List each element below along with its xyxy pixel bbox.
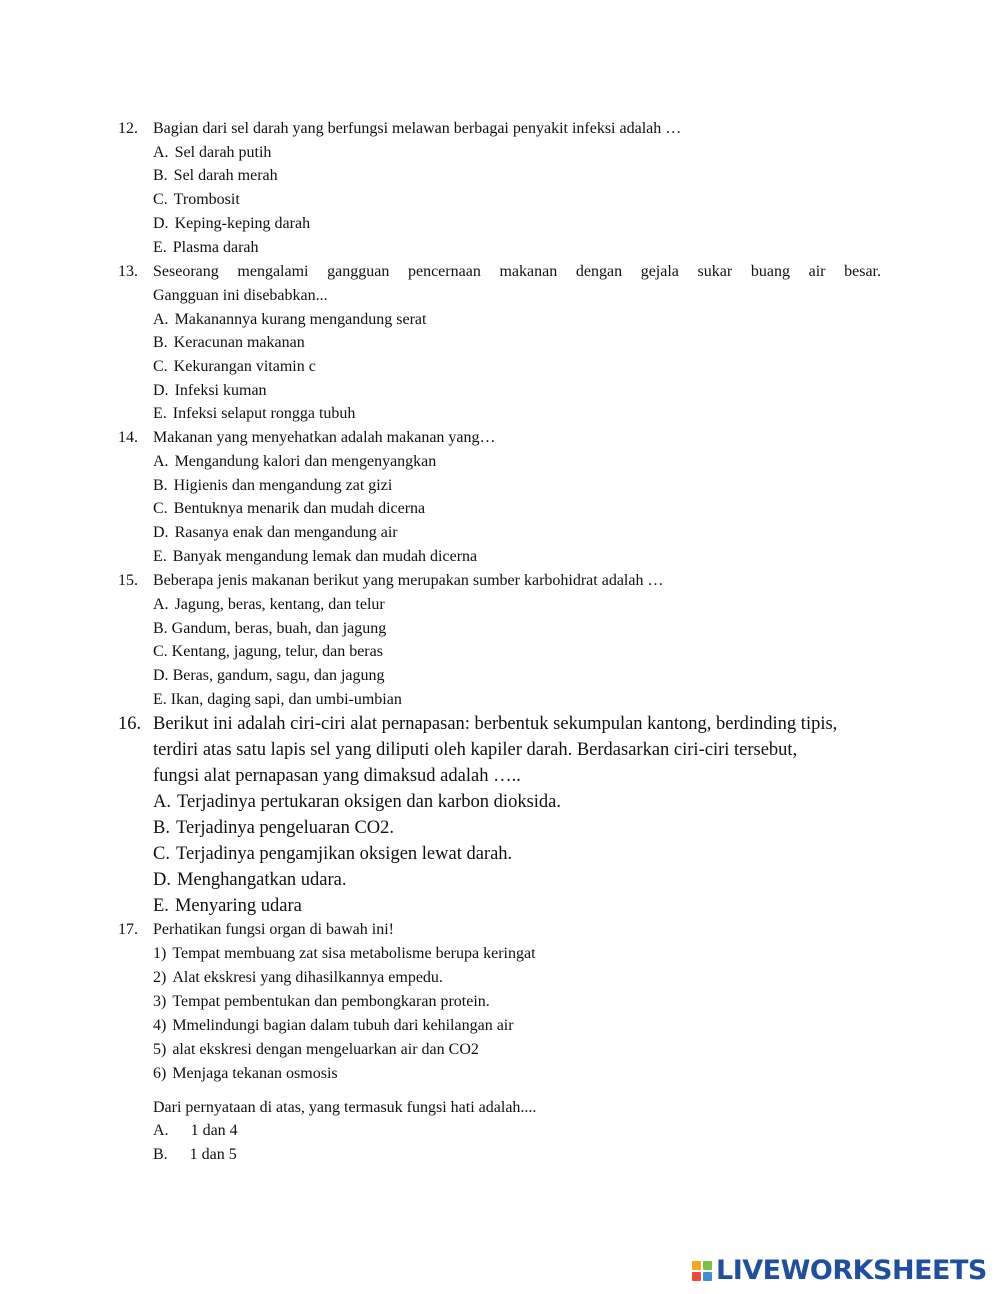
- option-letter: B.: [153, 477, 168, 494]
- q13-option-c[interactable]: [153, 357, 316, 377]
- q17-statement-3: [153, 992, 490, 1012]
- option-letter: C.: [153, 500, 168, 517]
- option-text: Makanannya kurang mengandung serat: [174, 311, 427, 328]
- q13-option-e[interactable]: [153, 404, 355, 424]
- q12-option-d[interactable]: [153, 214, 310, 234]
- option-letter: B.: [153, 620, 168, 637]
- q15-option-b[interactable]: [153, 619, 386, 639]
- q12-option-a[interactable]: [153, 143, 271, 163]
- liveworksheets-logo[interactable]: [692, 1254, 987, 1288]
- option-letter: C.: [153, 358, 168, 375]
- statement-number: 1): [153, 945, 167, 962]
- statement-number: 5): [153, 1041, 167, 1058]
- statement-text: Alat ekskresi yang dihasilkannya empedu.: [172, 969, 443, 986]
- option-letter: A.: [153, 144, 169, 161]
- statement-text: Menjaga tekanan osmosis: [172, 1065, 338, 1082]
- option-letter: B.: [153, 818, 170, 838]
- question-15-number: 15.: [118, 572, 138, 589]
- option-letter: B.: [153, 334, 168, 351]
- question-16-text-line3: fungsi alat pernapasan yang dimaksud adalah …..: [153, 766, 521, 786]
- option-text: Menghangatkan udara.: [177, 870, 347, 890]
- statement-number: 2): [153, 969, 167, 986]
- option-letter: D.: [153, 667, 169, 684]
- statement-number: 3): [153, 993, 167, 1010]
- q14-option-e[interactable]: [153, 547, 477, 567]
- option-text: Keping-keping darah: [174, 215, 311, 232]
- option-letter: E.: [153, 239, 167, 256]
- option-text: Terjadinya pengeluaran CO2.: [175, 818, 395, 838]
- option-letter: D.: [153, 215, 169, 232]
- option-letter: D.: [153, 870, 171, 890]
- option-letter: A.: [153, 453, 169, 470]
- q16-option-b[interactable]: [153, 816, 394, 840]
- q15-option-c[interactable]: [153, 642, 383, 662]
- question-12-number: 12.: [118, 120, 138, 137]
- question-13-text-line2: Gangguan ini disebabkan...: [153, 287, 328, 304]
- statement-text: Tempat membuang zat sisa metabolisme berupa keringat: [172, 945, 536, 962]
- logo-square-e: [703, 1272, 712, 1281]
- option-text: Kentang, jagung, telur, dan beras: [171, 643, 383, 660]
- question-17-number: 17.: [118, 921, 138, 938]
- q15-option-a[interactable]: [153, 595, 385, 615]
- option-letter: A.: [153, 792, 171, 812]
- q12-option-e[interactable]: [153, 238, 259, 258]
- question-14-number: 14.: [118, 429, 138, 446]
- question-14-text: Makanan yang menyehatkan adalah makanan yang…: [153, 429, 496, 446]
- q14-option-c[interactable]: [153, 499, 425, 519]
- q13-option-a[interactable]: [153, 310, 426, 330]
- logo-square-l: [692, 1261, 701, 1270]
- option-text: 1 dan 5: [189, 1146, 237, 1163]
- q17-statement-5: [153, 1040, 479, 1060]
- option-text: Rasanya enak dan mengandung air: [174, 524, 398, 541]
- option-letter: A.: [153, 596, 169, 613]
- question-17-prompt: Dari pernyataan di atas, yang termasuk fungsi hati adalah....: [153, 1099, 537, 1116]
- option-letter: C.: [153, 844, 170, 864]
- question-16-number: 16.: [118, 714, 142, 734]
- option-letter: E.: [153, 691, 167, 708]
- option-text: Beras, gandum, sagu, dan jagung: [172, 667, 385, 684]
- option-text: Sel darah putih: [174, 144, 272, 161]
- option-text: Gandum, beras, buah, dan jagung: [171, 620, 387, 637]
- question-13-number: 13.: [118, 263, 138, 280]
- q13-option-d[interactable]: [153, 381, 267, 401]
- q14-option-d[interactable]: [153, 523, 398, 543]
- q17-statement-6: [153, 1064, 338, 1084]
- option-letter: C.: [153, 643, 168, 660]
- statement-text: alat ekskresi dengan mengeluarkan air dan CO2: [172, 1041, 479, 1058]
- option-text: Banyak mengandung lemak dan mudah dicerna: [172, 548, 478, 565]
- logo-mark-icon: [692, 1261, 712, 1281]
- logo-text: LIVEWORKSHEETS: [716, 1255, 987, 1286]
- statement-number: 6): [153, 1065, 167, 1082]
- option-letter: A.: [153, 311, 169, 328]
- option-text: Sel darah merah: [173, 167, 278, 184]
- option-letter: D.: [153, 524, 169, 541]
- q17-statement-2: [153, 968, 443, 988]
- statement-number: 4): [153, 1017, 167, 1034]
- option-text: Menyaring udara: [174, 896, 302, 916]
- q17-option-b[interactable]: [153, 1145, 237, 1165]
- question-12-text: Bagian dari sel darah yang berfungsi melawan berbagai penyakit infeksi adalah …: [153, 120, 682, 137]
- q14-option-b[interactable]: [153, 476, 392, 496]
- option-text: Terjadinya pertukaran oksigen dan karbon dioksida.: [177, 792, 562, 812]
- q16-option-e[interactable]: [153, 894, 302, 918]
- q12-option-c[interactable]: [153, 190, 240, 210]
- option-text: Mengandung kalori dan mengenyangkan: [174, 453, 437, 470]
- option-text: Infeksi selaput rongga tubuh: [172, 405, 356, 422]
- option-letter: C.: [153, 191, 168, 208]
- question-17-text: Perhatikan fungsi organ di bawah ini!: [153, 921, 394, 938]
- statement-text: Mmelindungi bagian dalam tubuh dari kehilangan air: [172, 1017, 514, 1034]
- q14-option-a[interactable]: [153, 452, 436, 472]
- option-letter: A.: [153, 1122, 169, 1139]
- q15-option-d[interactable]: [153, 666, 385, 686]
- option-letter: E.: [153, 896, 169, 916]
- option-letter: E.: [153, 548, 167, 565]
- question-16-text-line1: Berikut ini adalah ciri-ciri alat pernapasan: berbentuk sekumpulan kantong, berdinding tipis,: [153, 714, 838, 734]
- logo-square-v: [692, 1272, 701, 1281]
- q16-option-a[interactable]: [153, 790, 561, 814]
- option-text: Higienis dan mengandung zat gizi: [173, 477, 393, 494]
- q16-option-d[interactable]: [153, 868, 347, 892]
- option-text: Kekurangan vitamin c: [173, 358, 316, 375]
- question-16-text-line2: terdiri atas satu lapis sel yang diliputi oleh kapiler darah. Berdasarkan ciri-ciri tersebut,: [153, 740, 798, 760]
- question-13-text-line1: Seseorang mengalami gangguan pencernaan makanan dengan gejala sukar buang air besar.: [153, 263, 881, 280]
- option-text: Infeksi kuman: [174, 382, 267, 399]
- question-15-text: Beberapa jenis makanan berikut yang merupakan sumber karbohidrat adalah …: [153, 572, 664, 589]
- q12-option-b[interactable]: [153, 166, 278, 186]
- option-text: Jagung, beras, kentang, dan telur: [174, 596, 385, 613]
- q17-statement-4: [153, 1016, 514, 1036]
- logo-square-i: [703, 1261, 712, 1270]
- option-letter: D.: [153, 382, 169, 399]
- option-letter: B.: [153, 167, 168, 184]
- statement-text: Tempat pembentukan dan pembongkaran protein.: [172, 993, 490, 1010]
- q16-option-c[interactable]: [153, 842, 512, 866]
- option-text: 1 dan 4: [190, 1122, 238, 1139]
- option-letter: B.: [153, 1146, 168, 1163]
- option-text: Terjadinya pengamjikan oksigen lewat darah.: [175, 844, 513, 864]
- q15-option-e[interactable]: [153, 690, 402, 710]
- q17-option-a[interactable]: [153, 1121, 238, 1141]
- option-text: Trombosit: [173, 191, 240, 208]
- option-text: Ikan, daging sapi, dan umbi-umbian: [170, 691, 402, 708]
- option-letter: E.: [153, 405, 167, 422]
- option-text: Keracunan makanan: [173, 334, 305, 351]
- q17-statement-1: [153, 944, 536, 964]
- option-text: Bentuknya menarik dan mudah dicerna: [173, 500, 426, 517]
- option-text: Plasma darah: [172, 239, 259, 256]
- q13-option-b[interactable]: [153, 333, 305, 353]
